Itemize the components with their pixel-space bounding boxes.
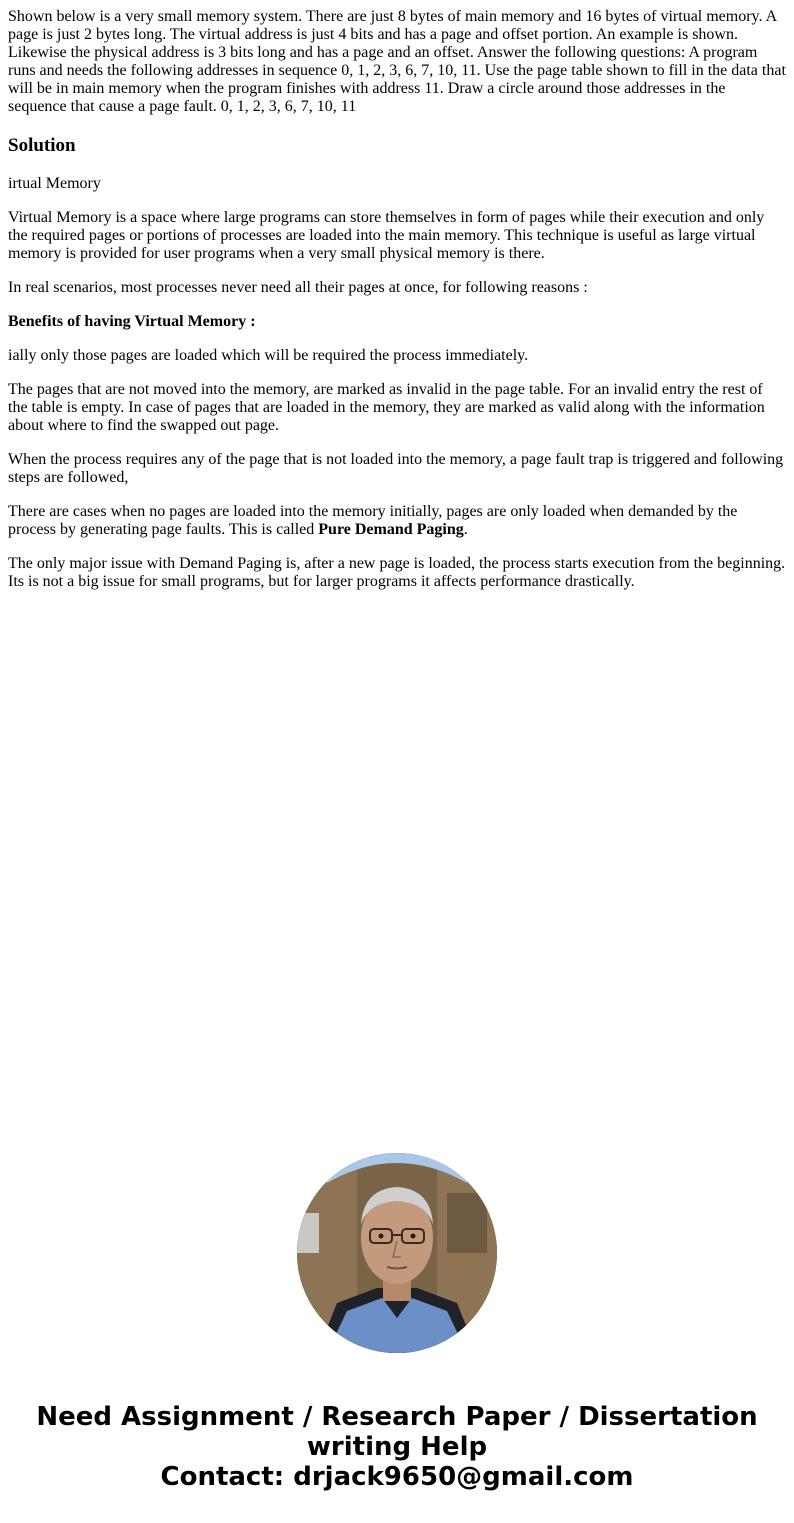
promo-contact: Contact: drjack9650@gmail.com: [160, 1462, 634, 1492]
pure-demand-paging-term: Pure Demand Paging: [318, 521, 464, 538]
benefits-heading-text: Benefits of having Virtual Memory :: [8, 313, 256, 330]
promo-line-1: Need Assignment / Research Paper / Dissertation: [36, 1402, 758, 1432]
solution-paragraph-5: When the process requires any of the page that is not loaded into the memory, a page fault trap is triggered and following steps are followed,: [8, 451, 784, 486]
paragraph-6-end: .: [463, 521, 468, 538]
author-avatar: [297, 1153, 497, 1353]
paragraph-6-text: There are cases when no pages are loaded into the memory initially, pages are only loaded when demanded by the process by generating page faults. This is called: [8, 503, 738, 538]
solution-heading: Solution: [8, 135, 76, 156]
solution-paragraph-7: The only major issue with Demand Paging is, after a new page is loaded, the process starts execution from the beginning. Its is not a big issue for small programs, but for larger programs it affects performance drastically.: [8, 555, 786, 590]
solution-paragraph-1: Virtual Memory is a space where large programs can store themselves in form of pages while their execution and only the required pages or portions of processes are loaded into the main memory. This technique is useful as large virtual memory is provided for user programs when a very small physical memory is there.: [8, 209, 765, 262]
promo-line-2: writing Help: [306, 1432, 488, 1462]
solution-paragraph-3: ially only those pages are loaded which will be required the process immediately.: [8, 347, 529, 364]
author-portrait-image: [297, 1153, 497, 1353]
question-text: Shown below is a very small memory system. There are just 8 bytes of main memory and 16 bytes of virtual memory. A page is just 2 bytes long. The virtual address is just 4 bits and has a page and offset portion. An example is shown. Likewise the physical address is 3 bits long and has a page and an offset. Answer the following questions: A program runs and needs the following addresses in sequence 0, 1, 2, 3, 6, 7, 10, 11. Use the page table shown to fill in the data that will be in main memory when the program finishes with address 11. Draw a circle around those addresses in the sequence that cause a page fault. 0, 1, 2, 3, 6, 7, 10, 11: [8, 8, 786, 115]
solution-paragraph-2: In real scenarios, most processes never need all their pages at once, for following reasons :: [8, 279, 588, 296]
solution-intro: irtual Memory: [8, 175, 101, 192]
solution-paragraph-6: [8, 503, 786, 539]
benefits-heading: [8, 313, 786, 331]
solution-paragraph-4: The pages that are not moved into the memory, are marked as invalid in the page table. For an invalid entry the rest of the table is empty. In case of pages that are loaded in the memory, they are marked as valid along with the information about where to find the swapped out page.: [8, 381, 765, 434]
document-body: [8, 8, 786, 607]
promo-banner: [0, 1402, 794, 1492]
